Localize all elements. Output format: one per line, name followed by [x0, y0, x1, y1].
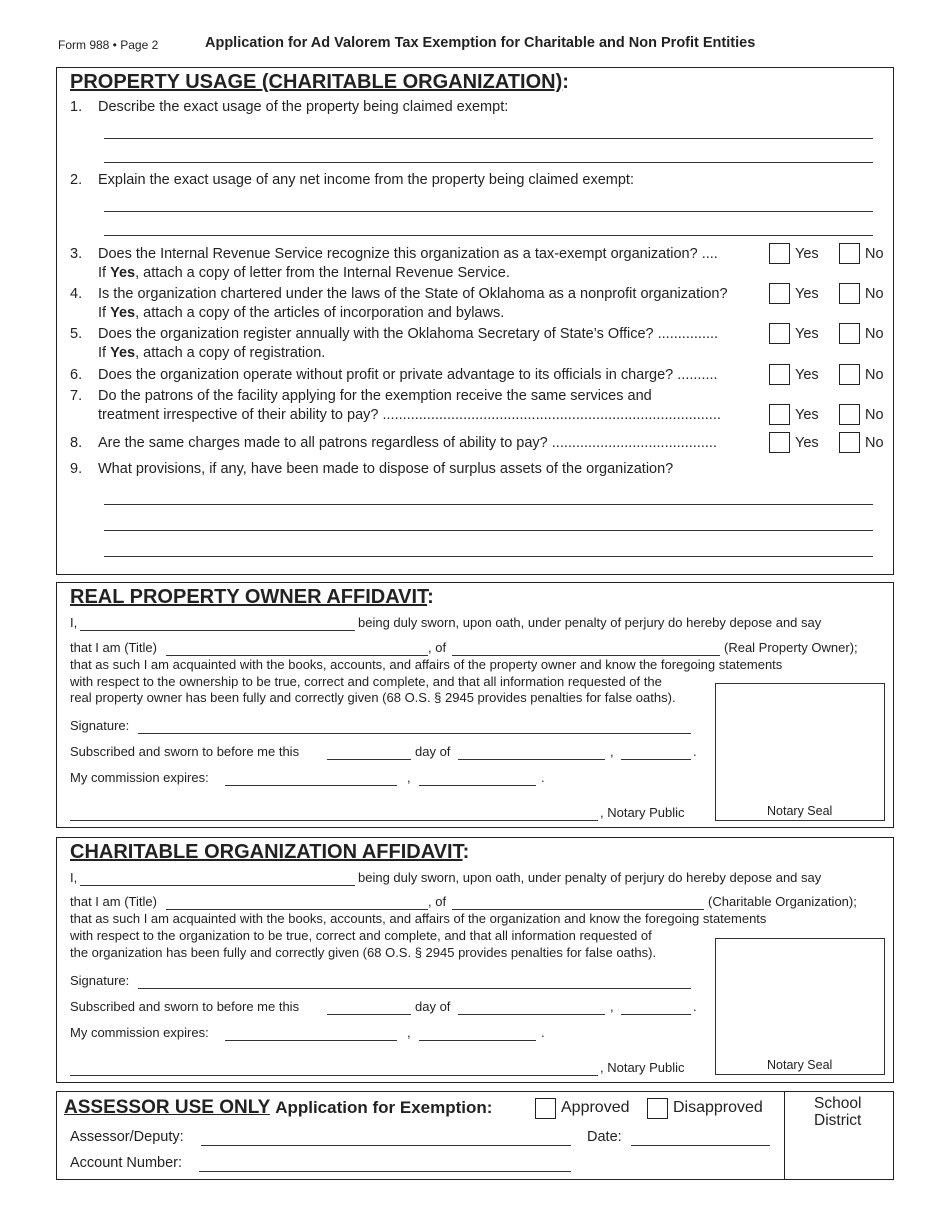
owner-affidavit-title: REAL PROPERTY OWNER AFFIDAVIT: [70, 586, 434, 608]
question-number: 8. [70, 435, 83, 451]
question-number: 6. [70, 367, 83, 383]
answer-line[interactable] [104, 211, 873, 212]
question-note: If Yes, attach a copy of the articles of incorporation and bylaws. [98, 305, 505, 321]
title-label: that I am (Title) [70, 640, 157, 655]
yes-label: Yes [795, 326, 819, 342]
question-text-continued: treatment irrespective of their ability to pay? .................................................................................... [98, 407, 721, 423]
charity-affidavit-title: CHARITABLE ORGANIZATION AFFIDAVIT: [70, 841, 470, 863]
assessor-divider [784, 1091, 785, 1180]
yes-checkbox[interactable] [769, 404, 790, 425]
notary-signature-field[interactable] [70, 820, 598, 821]
answer-line[interactable] [104, 530, 873, 531]
school-label: School [814, 1095, 862, 1112]
yes-label: Yes [795, 286, 819, 302]
no-label: No [865, 435, 884, 451]
period: . [693, 999, 697, 1014]
comma: , [610, 744, 614, 759]
sworn-year-field[interactable] [621, 759, 691, 760]
notary-seal-box [715, 938, 885, 1075]
question-number: 3. [70, 246, 83, 262]
page-title: Application for Ad Valorem Tax Exemption for Charitable and Non Profit Entities [205, 35, 756, 51]
question-note: If Yes, attach a copy of registration. [98, 345, 326, 361]
property-usage-title: PROPERTY USAGE (CHARITABLE ORGANIZATION): [70, 71, 569, 93]
question-number: 7. [70, 388, 83, 404]
question-text: Are the same charges made to all patrons regardless of ability to pay? ......................................... [98, 435, 717, 451]
sworn-month-field[interactable] [458, 1014, 605, 1015]
question-number: 9. [70, 461, 83, 477]
notary-signature-field[interactable] [70, 1075, 598, 1076]
question-text: Does the organization register annually with the Oklahoma Secretary of State’s Office? ............... [98, 326, 719, 342]
affiant-prefix: I, [70, 870, 78, 885]
yes-checkbox[interactable] [769, 364, 790, 385]
commission-label: My commission expires: [70, 1025, 209, 1040]
of-label: , of [428, 640, 447, 655]
yes-label: Yes [795, 407, 819, 423]
period: . [541, 1025, 545, 1040]
comma: , [610, 999, 614, 1014]
account-number-field[interactable] [199, 1171, 571, 1172]
date-field[interactable] [631, 1145, 770, 1146]
affidavit-statement: that as such I am acquainted with the books, accounts, and affairs of the organization and know the foregoing statements [70, 911, 767, 926]
answer-line[interactable] [104, 138, 873, 139]
no-checkbox[interactable] [839, 283, 860, 304]
affiant-prefix: I, [70, 615, 78, 630]
sworn-month-field[interactable] [458, 759, 605, 760]
date-label: Date: [587, 1129, 622, 1145]
day-of-label: day of [415, 999, 451, 1014]
question-text: Is the organization chartered under the laws of the State of Oklahoma as a nonprofit organization? [98, 286, 728, 302]
property-usage-section [56, 67, 894, 575]
affidavit-statement: that as such I am acquainted with the books, accounts, and affairs of the property owner and know the foregoing statements [70, 657, 783, 672]
assessor-deputy-label: Assessor/Deputy: [70, 1129, 184, 1145]
notary-public-label: , Notary Public [600, 805, 685, 820]
no-label: No [865, 286, 884, 302]
approved-checkbox[interactable] [535, 1098, 556, 1119]
signature-field[interactable] [138, 988, 691, 989]
of-label: , of [428, 894, 447, 909]
notary-seal-label: Notary Seal [767, 1058, 833, 1072]
answer-line[interactable] [104, 162, 873, 163]
oath-text: being duly sworn, upon oath, under penalty of perjury do hereby depose and say [358, 870, 822, 885]
question-number: 5. [70, 326, 83, 342]
answer-line[interactable] [104, 235, 873, 236]
no-checkbox[interactable] [839, 432, 860, 453]
yes-checkbox[interactable] [769, 243, 790, 264]
question-text: What provisions, if any, have been made to dispose of surplus assets of the organization? [98, 461, 674, 477]
affidavit-statement: real property owner has been fully and correctly given (68 O.S. § 2945 provides penalties for false oaths). [70, 690, 676, 705]
comma: , [407, 770, 411, 785]
question-note: If Yes, attach a copy of letter from the Internal Revenue Service. [98, 265, 510, 281]
question-text: Explain the exact usage of any net income from the property being claimed exempt: [98, 172, 634, 188]
form-number: Form 988 • Page 2 [58, 38, 159, 52]
signature-label: Signature: [70, 718, 130, 733]
question-text: Does the Internal Revenue Service recognize this organization as a tax-exempt organization? .... [98, 246, 718, 262]
notary-seal-label: Notary Seal [767, 804, 833, 818]
no-label: No [865, 367, 884, 383]
affidavit-statement: with respect to the ownership to be true, correct and complete, and that all information requested of the [70, 674, 662, 689]
owner-type-label: (Real Property Owner); [724, 640, 858, 655]
disapproved-checkbox[interactable] [647, 1098, 668, 1119]
day-of-label: day of [415, 744, 451, 759]
notary-public-label: , Notary Public [600, 1060, 685, 1075]
commission-year-field[interactable] [419, 785, 536, 786]
period: . [693, 744, 697, 759]
sworn-day-field[interactable] [327, 759, 411, 760]
no-label: No [865, 246, 884, 262]
yes-label: Yes [795, 367, 819, 383]
sworn-label: Subscribed and sworn to before me this [70, 999, 300, 1014]
district-label: District [814, 1112, 862, 1129]
commission-year-field[interactable] [419, 1040, 536, 1041]
title-label: that I am (Title) [70, 894, 157, 909]
sworn-year-field[interactable] [621, 1014, 691, 1015]
yes-checkbox[interactable] [769, 283, 790, 304]
no-checkbox[interactable] [839, 364, 860, 385]
yes-checkbox[interactable] [769, 432, 790, 453]
no-checkbox[interactable] [839, 323, 860, 344]
owner-name-field[interactable] [452, 655, 720, 656]
question-text: Does the organization operate without profit or private advantage to its officials in charge? .......... [98, 367, 718, 383]
sworn-day-field[interactable] [327, 1014, 411, 1015]
question-number: 1. [70, 99, 83, 115]
no-label: No [865, 407, 884, 423]
no-checkbox[interactable] [839, 243, 860, 264]
title-field[interactable] [166, 909, 428, 910]
organization-type-label: (Charitable Organization); [708, 894, 857, 909]
affiant-name-field[interactable] [80, 630, 355, 631]
no-checkbox[interactable] [839, 404, 860, 425]
period: . [541, 770, 545, 785]
yes-label: Yes [795, 246, 819, 262]
commission-date-field[interactable] [225, 1040, 397, 1041]
affidavit-statement: the organization has been fully and correctly given (68 O.S. § 2945 provides penalties for false oaths). [70, 945, 657, 960]
commission-date-field[interactable] [225, 785, 397, 786]
organization-name-field[interactable] [452, 909, 704, 910]
sworn-label: Subscribed and sworn to before me this [70, 744, 300, 759]
title-field[interactable] [166, 655, 428, 656]
signature-label: Signature: [70, 973, 130, 988]
comma: , [407, 1025, 411, 1040]
oath-text: being duly sworn, upon oath, under penalty of perjury do hereby depose and say [358, 615, 822, 630]
commission-label: My commission expires: [70, 770, 209, 785]
notary-seal-box [715, 683, 885, 821]
question-number: 2. [70, 172, 83, 188]
assessor-deputy-field[interactable] [201, 1145, 571, 1146]
approved-label: Approved [561, 1099, 630, 1116]
account-number-label: Account Number: [70, 1155, 183, 1171]
question-text: Do the patrons of the facility applying for the exemption receive the same services and [98, 388, 652, 404]
answer-line[interactable] [104, 556, 873, 557]
yes-label: Yes [795, 435, 819, 451]
question-text: Describe the exact usage of the property being claimed exempt: [98, 99, 509, 115]
yes-checkbox[interactable] [769, 323, 790, 344]
no-label: No [865, 326, 884, 342]
disapproved-label: Disapproved [673, 1099, 763, 1116]
assessor-title: ASSESSOR USE ONLY Application for Exemption: [64, 1097, 493, 1118]
affidavit-statement: with respect to the organization to be true, correct and complete, and that all information requested of [70, 928, 652, 943]
question-number: 4. [70, 286, 83, 302]
answer-line[interactable] [104, 504, 873, 505]
affiant-name-field[interactable] [80, 885, 355, 886]
signature-field[interactable] [138, 733, 691, 734]
